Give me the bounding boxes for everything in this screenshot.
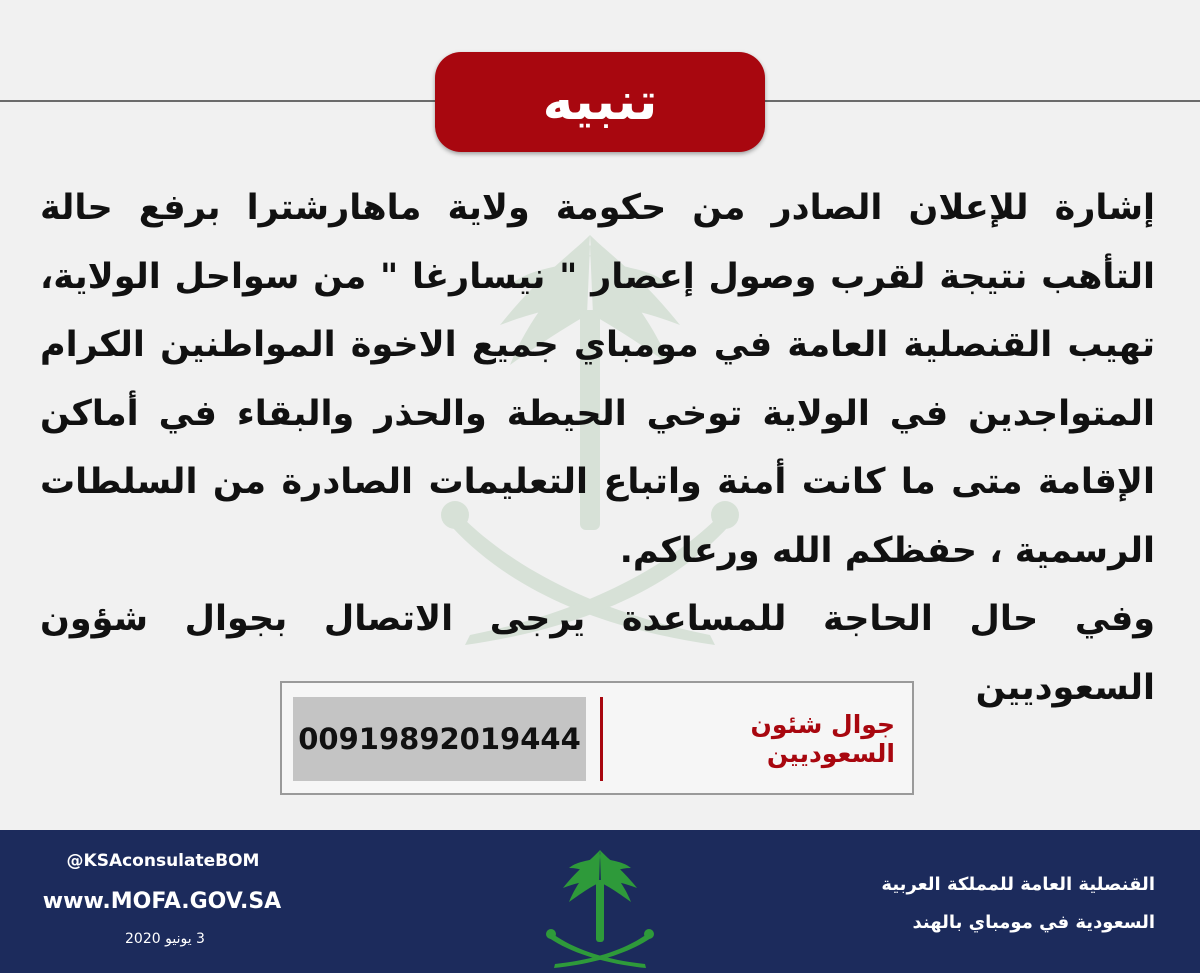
contact-label: جوال شئون السعوديين bbox=[750, 710, 895, 768]
twitter-handle[interactable]: @KSAconsulateBOM bbox=[66, 851, 260, 871]
contact-phone-number[interactable]: 00919892019444 bbox=[293, 697, 586, 781]
help-line: وفي حال الحاجة للمساعدة يرجى الاتصال بجوال شؤون السعوديين bbox=[40, 599, 1155, 708]
contact-divider bbox=[600, 697, 603, 781]
announcement-paragraph: إشارة للإعلان الصادر من حكومة ولاية ماهارشترا برفع حالة التأهب نتيجة لقرب وصول إعصار " نيسارغا " من سواحل الولاية، تهيب القنصلية العامة في مومباي جميع الاخوة المواطنين الكرام المتواجدين في الولاية توخي الحيطة والحذر والبقاء في أماكن الإقامة متى ما كانت أمنة واتباع التعليمات الصادرة من السلطات الرسمية ، حفظكم الله ورعاكم. bbox=[40, 188, 1155, 571]
announcement-body bbox=[40, 174, 1155, 722]
website-link[interactable]: www.MOFA.GOV.SA bbox=[42, 889, 282, 914]
consulate-name-line-2: السعودية في مومباي بالهند bbox=[912, 912, 1155, 933]
publish-date: 3 يونيو 2020 bbox=[125, 931, 205, 947]
consulate-name-line-1: القنصلية العامة للمملكة العربية bbox=[881, 874, 1155, 895]
consulate-name bbox=[830, 866, 1155, 942]
footer bbox=[0, 830, 1200, 973]
contact-box bbox=[280, 681, 914, 795]
saudi-emblem-icon bbox=[545, 846, 655, 970]
notice-badge bbox=[435, 52, 765, 152]
notice-title: تنبيه bbox=[542, 72, 658, 132]
